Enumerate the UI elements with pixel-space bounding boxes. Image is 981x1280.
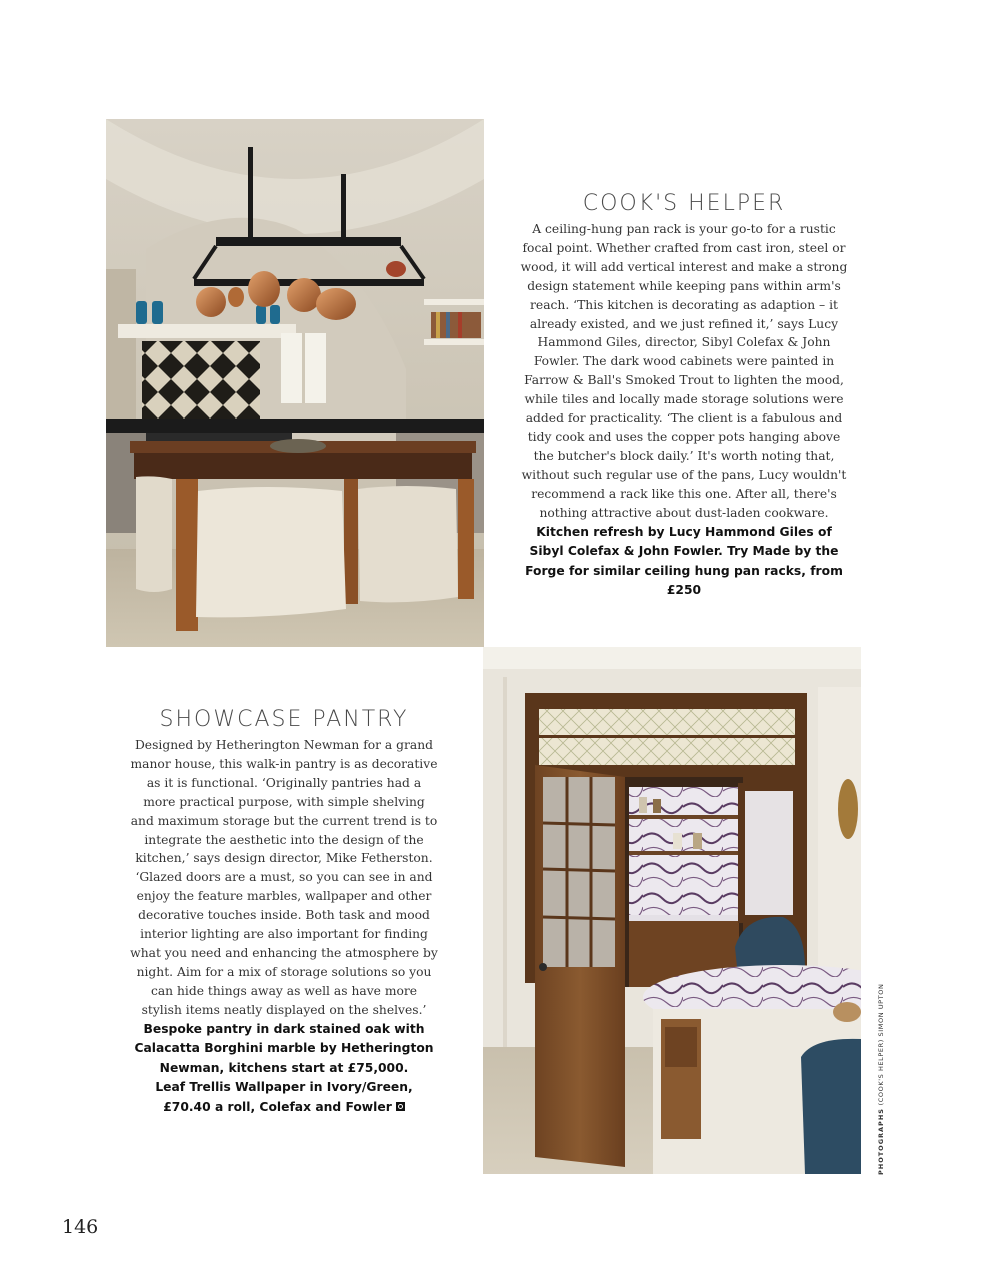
photo-credit	[877, 984, 885, 1175]
showcase-pantry-credit-line2-text: Leaf Trellis Wallpaper in Ivory/Green, £70.40 a roll, Colefax and Fowler	[155, 1080, 413, 1114]
showcase-pantry-body: Designed by Hetherington Newman for a grand manor house, this walk-in pantry is as decorative as it is functional. ‘Originally pantries had a more practical purpose, with simple shelving and maximum storage but the current trend is to integrate the aesthetic into the design of the kitchen,’ says design director, Mike Fetherston. ‘Glazed doors are a must, so you can see in and enjoy the feature marbles, wallpaper and other decorative touches inside. Both task and mood interior lighting are also important for finding what you need and enhancing the atmosphere by night. Aim for a mix of storage solutions so you can hide things away as well as have more stylish items neatly displayed on the shelves.’	[130, 738, 438, 1017]
page-number: 146	[62, 1216, 99, 1238]
pantry-photo	[483, 647, 861, 1174]
cooks-helper-body: A ceiling-hung pan rack is your go-to for a rustic focal point. Whether crafted from cast iron, steel or wood, it will add vertical interest and make a strong design statement while keeping pans within arm's reach. ‘This kitchen is decorating as adaption – it already existed, and we just refined it,’ says Lucy Hammond Giles, director, Sibyl Colefax & John Fowler. The dark wood cabinets were painted in Farrow & Ball's Smoked Trout to lighten the mood, while tiles and locally made storage solutions were added for practicality. ‘The client is a fabulous and tidy cook and uses the copper pots hanging above the butcher's block daily.’ It's worth noting that, without such regular use of the pans, Lucy wouldn't recommend a rack like this one. After all, there's nothing attractive about dust-laden cookware.	[520, 222, 848, 520]
cooks-helper-article	[520, 190, 848, 601]
showcase-pantry-headline: SHOWCASE PANTRY	[159, 707, 409, 732]
photo-credit-label: PHOTOGRAPHS	[877, 1108, 885, 1175]
showcase-pantry-article	[130, 706, 438, 1117]
pantry-photo-illustration	[483, 647, 861, 1174]
cooks-helper-headline: COOK'S HELPER	[582, 191, 786, 216]
cooks-helper-credit: Kitchen refresh by Lucy Hammond Giles of Sibyl Colefax & John Fowler. Try Made by the Forge for similar ceiling hung pan racks, from £250	[525, 524, 843, 597]
kitchen-photo-illustration	[106, 119, 484, 647]
end-mark-icon	[396, 1102, 405, 1111]
showcase-pantry-credit-line1: Bespoke pantry in dark stained oak with Calacatta Borghini marble by Hetherington Newman, kitchens start at £75,000.	[134, 1021, 434, 1075]
kitchen-photo	[106, 119, 484, 647]
photo-credit-text: (COOK'S HELPER) SIMON UPTON	[877, 983, 885, 1106]
showcase-pantry-credit-line2	[130, 1078, 438, 1117]
